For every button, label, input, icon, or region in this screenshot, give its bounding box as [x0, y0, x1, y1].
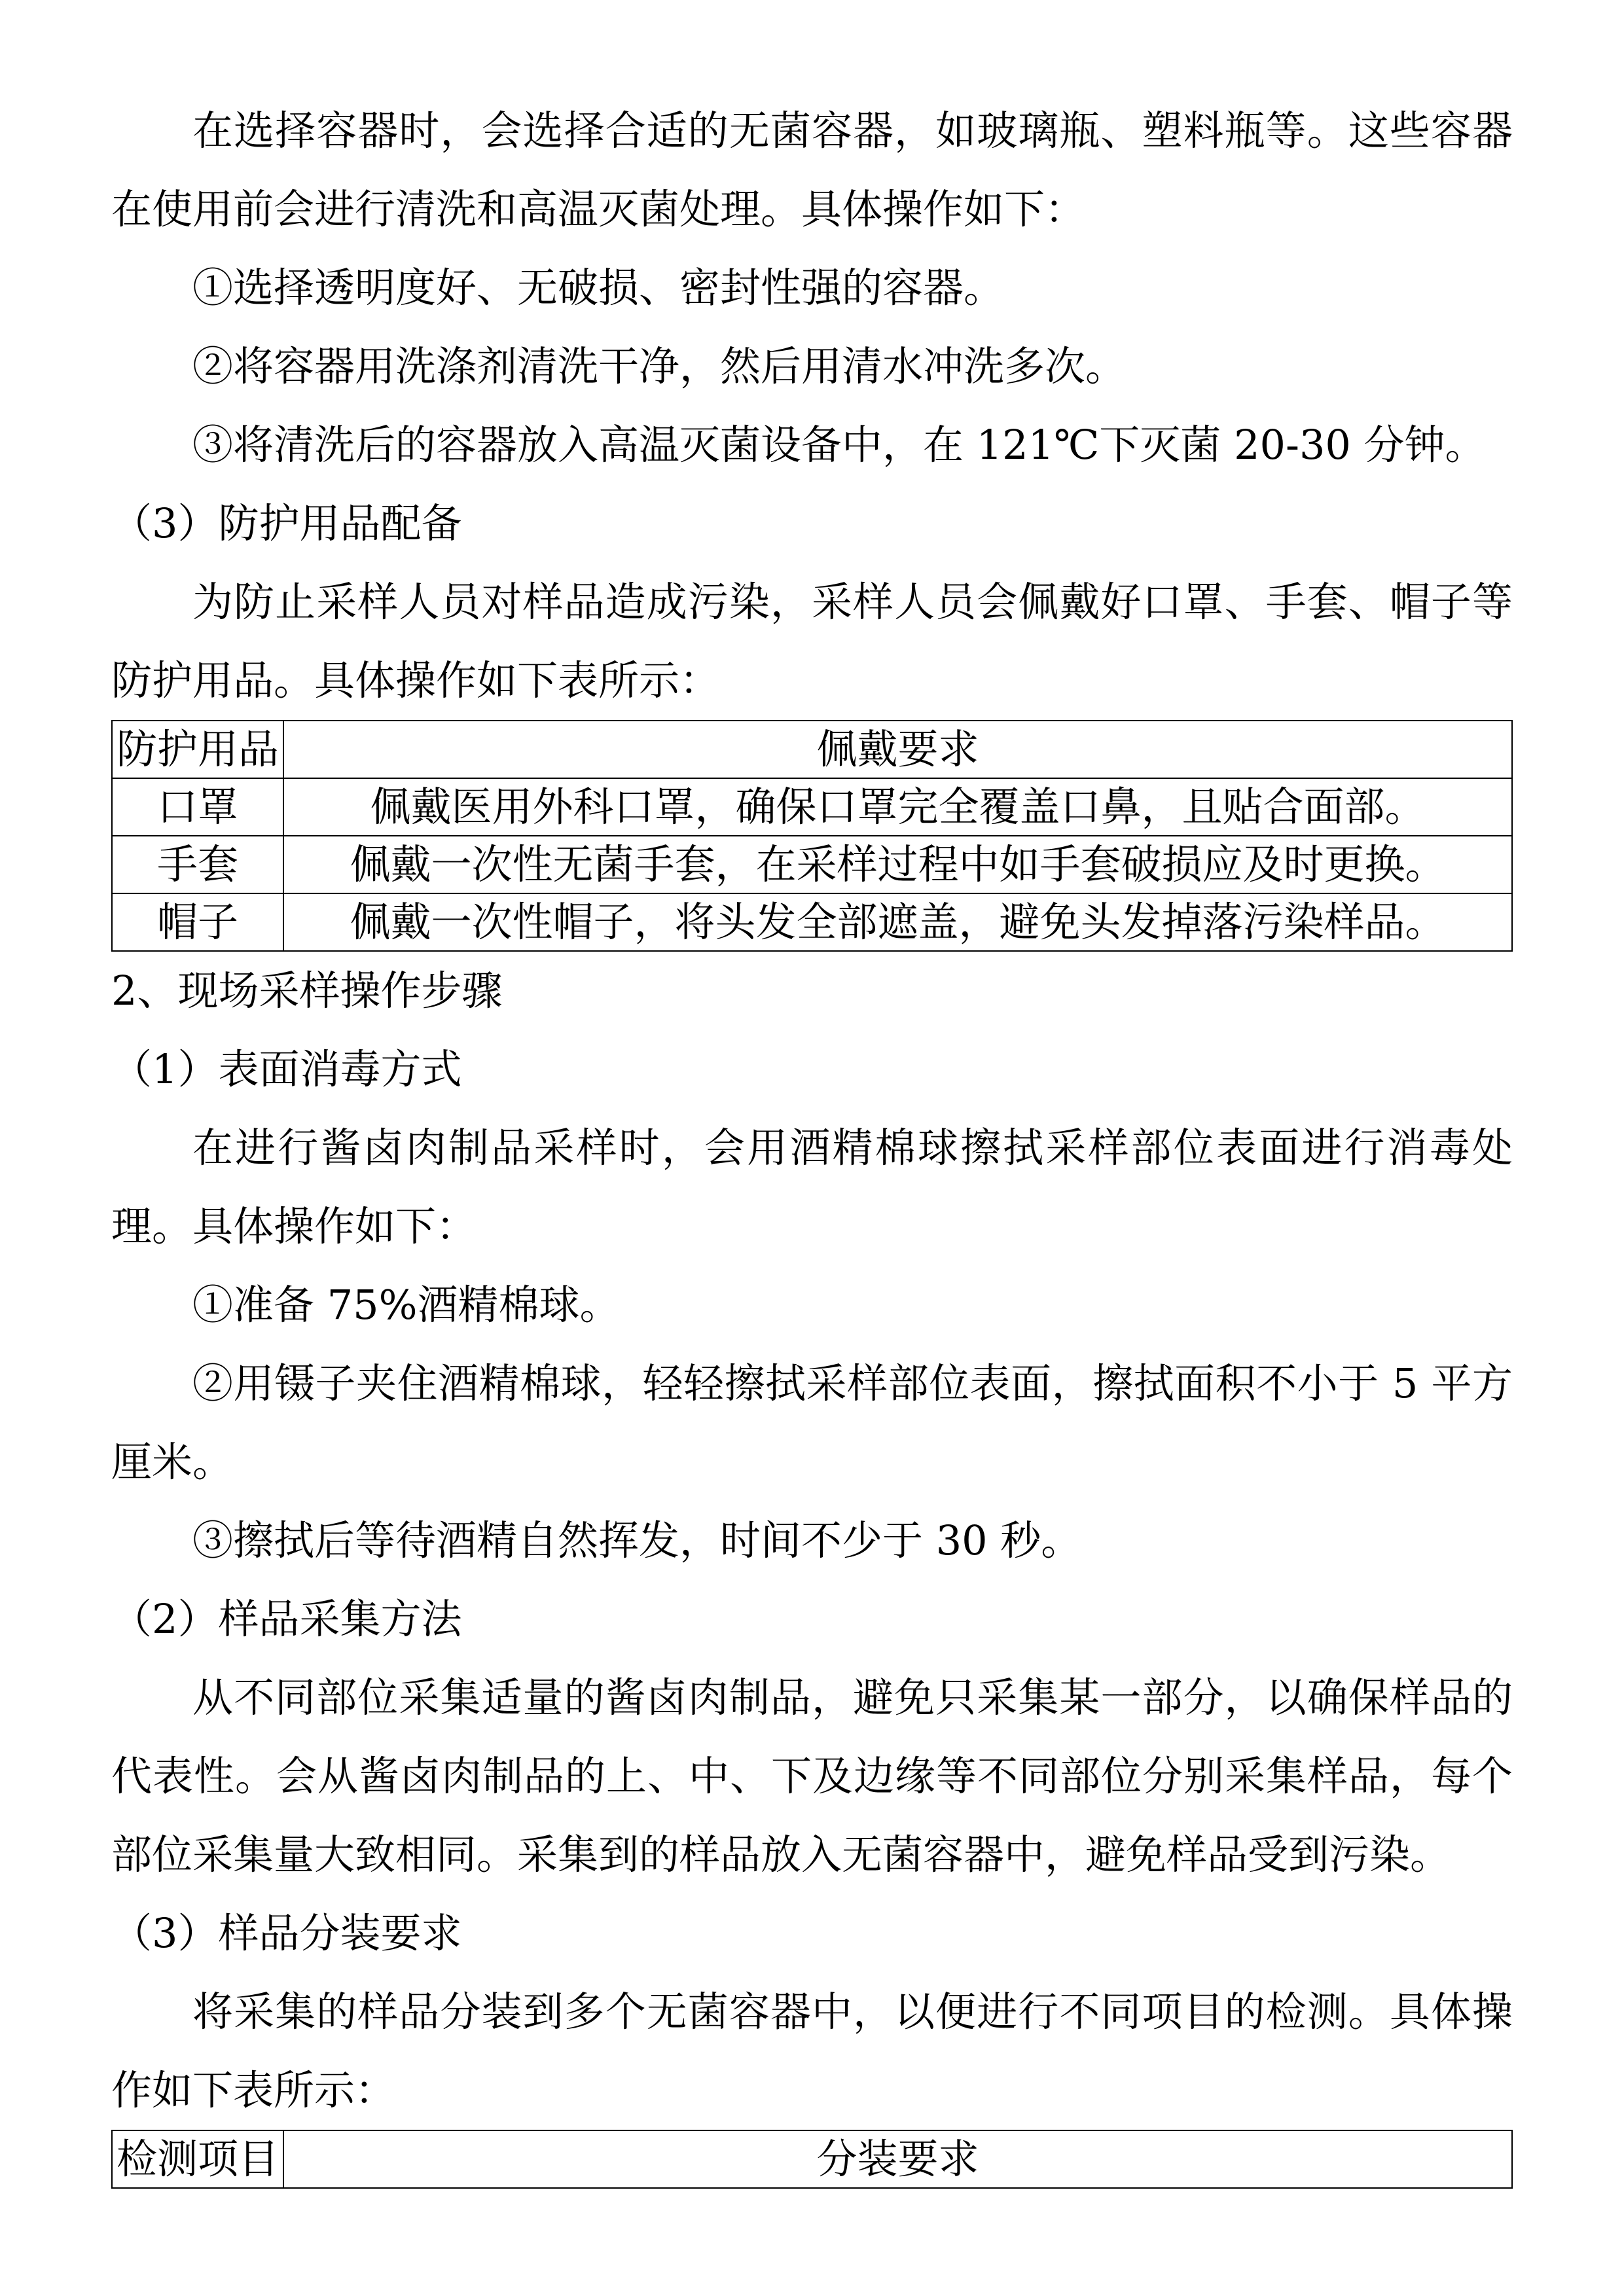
list-item-disinfect-3: ③擦拭后等待酒精自然挥发，时间不少于 30 秒。 [192, 1516, 1082, 1564]
table-cell-item: 帽子 [112, 893, 283, 951]
table-row-gloves [112, 836, 1512, 893]
list-item-container-1: ①选择透明度好、无破损、密封性强的容器。 [192, 264, 1005, 312]
table-row-mask [112, 778, 1512, 836]
table-header-cell-requirement: 佩戴要求 [283, 721, 1512, 778]
table-cell-requirement: 佩戴一次性帽子，将头发全部遮盖，避免头发掉落污染样品。 [283, 893, 1512, 951]
table-header-row [112, 721, 1512, 778]
paragraph-protective-equipment: 为防止采样人员对样品造成污染，采样人员会佩戴好口罩、手套、帽子等防护用品。具体操作如下表所示： [111, 578, 1513, 704]
list-item-container-3: ③将清洗后的容器放入高温灭菌设备中，在 121℃下灭菌 20-30 分钟。 [192, 421, 1486, 469]
paragraph-sample-collection: 从不同部位采集适量的酱卤肉制品，避免只采集某一部分，以确保样品的代表性。会从酱卤肉制品的上、中、下及边缘等不同部位分别采集样品，每个部位采集量大致相同。采集到的样品放入无菌容器中，避免样品受到污染。 [111, 1674, 1513, 1878]
table-cell-item: 手套 [112, 836, 283, 893]
table-header-cell-project: 检测项目 [112, 2130, 283, 2188]
list-item-container-2: ②将容器用洗涤剂清洗干净，然后用清水冲洗多次。 [192, 342, 1127, 390]
paragraph-disinfection: 在进行酱卤肉制品采样时，会用酒精棉球擦拭采样部位表面进行消毒处理。具体操作如下： [111, 1124, 1513, 1250]
table-cell-item: 口罩 [112, 778, 283, 836]
table-header-cell-split-requirement: 分装要求 [283, 2130, 1512, 2188]
heading-sample-collection: （2）样品采集方法 [111, 1595, 462, 1643]
sample-split-table [111, 2130, 1513, 2189]
table-row-hat [112, 893, 1512, 951]
paragraph-sample-split: 将采集的样品分装到多个无菌容器中，以便进行不同项目的检测。具体操作如下表所示： [111, 1988, 1513, 2114]
heading-surface-disinfection: （1）表面消毒方式 [111, 1045, 462, 1093]
table-header-cell-item: 防护用品 [112, 721, 283, 778]
list-item-disinfect-1: ①准备 75%酒精棉球。 [192, 1281, 621, 1329]
list-item-disinfect-2: ②用镊子夹住酒精棉球，轻轻擦拭采样部位表面，擦拭面积不小于 5 平方厘米。 [111, 1359, 1513, 1486]
heading-protective-equipment: （3）防护用品配备 [111, 499, 462, 547]
table-cell-requirement: 佩戴一次性无菌手套，在采样过程中如手套破损应及时更换。 [283, 836, 1512, 893]
paragraph-container-selection: 在选择容器时，会选择合适的无菌容器，如玻璃瓶、塑料瓶等。这些容器在使用前会进行清洗和高温灭菌处理。具体操作如下： [111, 107, 1513, 233]
heading-sample-split: （3）样品分装要求 [111, 1909, 462, 1957]
table-cell-requirement: 佩戴医用外科口罩，确保口罩完全覆盖口鼻，且贴合面部。 [283, 778, 1512, 836]
protective-equipment-table [111, 720, 1513, 952]
table-header-row [112, 2130, 1512, 2188]
heading-section-2: 2、现场采样操作步骤 [111, 967, 503, 1014]
